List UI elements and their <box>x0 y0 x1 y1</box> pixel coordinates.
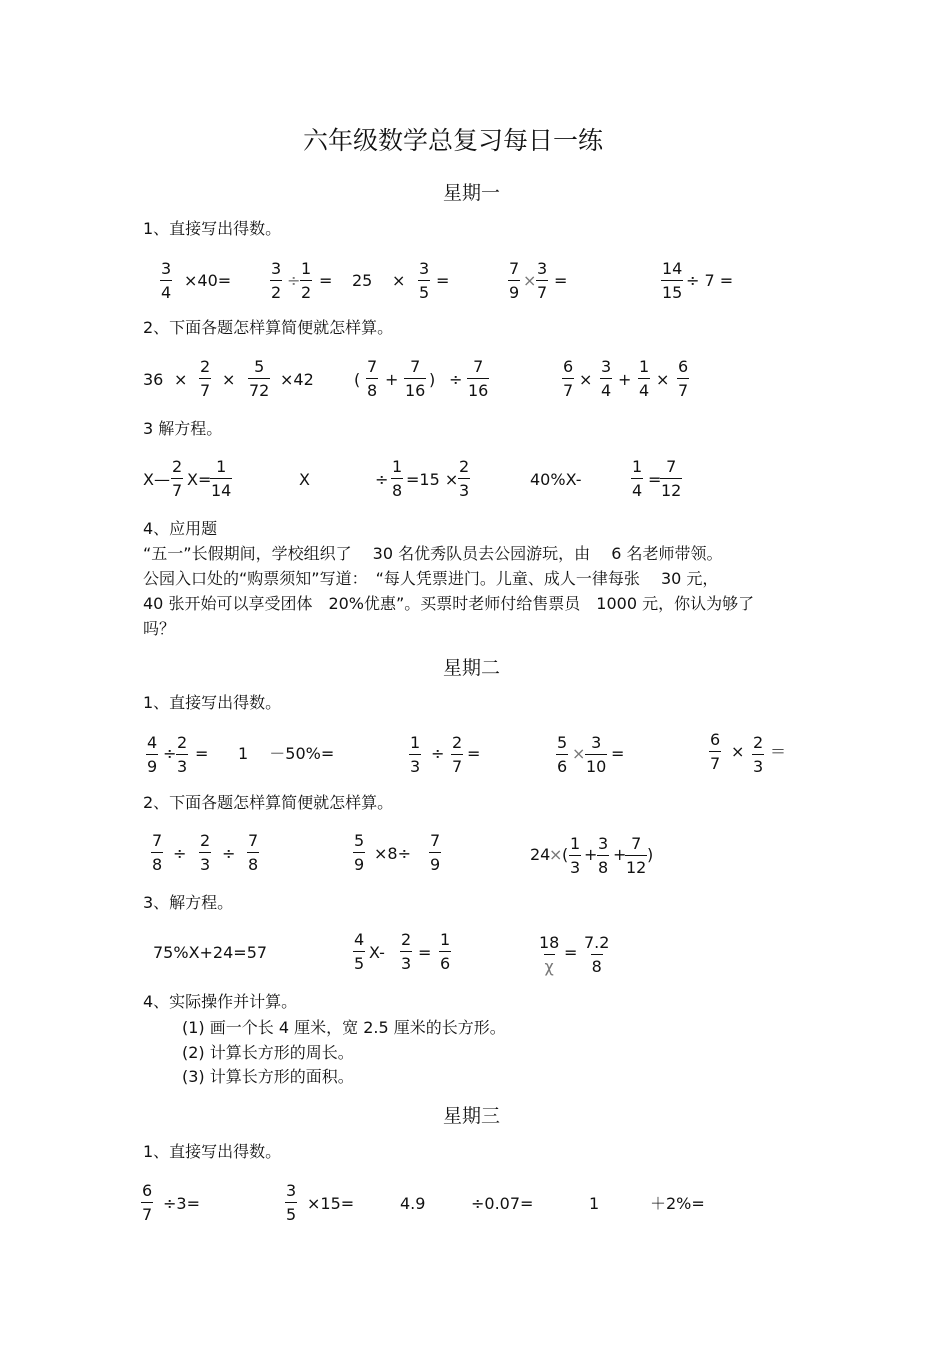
paren-right: ) <box>429 370 436 389</box>
fraction: 5 6 <box>557 733 568 776</box>
fraction: 1 14 <box>211 457 232 500</box>
paren-right: ) <box>647 845 654 864</box>
operator-text: ×15= <box>307 1194 355 1213</box>
operator-plus: + <box>613 845 627 864</box>
operator-divide: ÷ <box>222 844 236 863</box>
number: 36 <box>143 370 164 389</box>
number: 24 <box>530 845 551 864</box>
section-label: 1、直接写出得数。 <box>143 1142 282 1161</box>
fraction: 1 3 <box>410 733 421 776</box>
fraction: 1 4 <box>639 357 650 400</box>
task-item: (3) 计算长方形的面积。 <box>182 1067 354 1086</box>
operator-text: ×8÷ <box>374 844 411 863</box>
fraction: 1 6 <box>440 930 451 973</box>
fraction: 3 8 <box>598 834 609 877</box>
operator-text: ＋2%= <box>650 1194 705 1213</box>
problem-line: 吗？ <box>143 619 176 638</box>
operator-plus: + <box>385 370 399 389</box>
operator-equals: = <box>554 271 568 290</box>
fraction: 1 4 <box>632 457 643 500</box>
operator-equals: = <box>436 271 450 290</box>
equation-text: X= <box>187 470 212 489</box>
fraction: 3 5 <box>286 1181 297 1224</box>
fraction: 7 12 <box>626 834 647 877</box>
section-label: 3 解方程。 <box>143 419 223 438</box>
fraction: 3 4 <box>601 357 612 400</box>
operator-plus: + <box>618 370 632 389</box>
equation-text: X- <box>369 943 385 962</box>
fraction: 7 9 <box>509 259 520 302</box>
fraction: 2 7 <box>452 733 463 776</box>
operator-equals: = <box>195 744 209 763</box>
operator-divide: ÷ <box>375 470 389 489</box>
operator-times: × <box>222 370 236 389</box>
fraction: 2 3 <box>200 831 211 874</box>
fraction: 14 15 <box>662 259 683 302</box>
fraction: 3 4 <box>161 259 172 302</box>
fraction: 1 2 <box>301 259 312 302</box>
fraction: 6 7 <box>678 357 689 400</box>
paren-left: ( <box>354 370 361 389</box>
section-label: 4、实际操作并计算。 <box>143 992 298 1011</box>
fraction: 7 8 <box>152 831 163 874</box>
equation-text: 75%X+24=57 <box>153 943 268 962</box>
operator-plus: + <box>584 845 598 864</box>
fraction: 6 7 <box>710 730 721 773</box>
operator-text: ×40= <box>184 271 232 290</box>
paren-left: ( <box>562 845 569 864</box>
fraction: 2 7 <box>172 457 183 500</box>
day-heading-tuesday: 星期二 <box>443 657 501 679</box>
day-heading-wednesday: 星期三 <box>443 1105 501 1127</box>
expression-text: 1 －50%= <box>238 744 335 763</box>
operator-times: × <box>572 744 586 763</box>
operator-times: × <box>523 271 537 290</box>
fraction: 4 9 <box>147 733 158 776</box>
operator-text: ÷3= <box>163 1194 200 1213</box>
number: 1 <box>589 1194 600 1213</box>
operator-text: ÷ 7 = <box>686 271 734 290</box>
page-title: 六年级数学总复习每日一练 <box>303 126 604 155</box>
fraction: 7 8 <box>367 357 378 400</box>
fraction: 18 χ <box>539 933 560 976</box>
operator-times: × <box>174 370 188 389</box>
fraction: 7 12 <box>661 457 682 500</box>
problem-line: 公园入口处的“购票须知”写道： “每人凭票进门。儿童、成人一律每张 30 元， <box>143 569 719 588</box>
fraction: 7 8 <box>248 831 259 874</box>
section-label: 2、下面各题怎样算简便就怎样算。 <box>143 793 394 812</box>
operator-divide: ÷ <box>431 744 445 763</box>
fraction: 4 5 <box>354 930 365 973</box>
fraction: 2 3 <box>401 930 412 973</box>
fraction: 3 5 <box>419 259 430 302</box>
operator-equals: ＝ <box>770 742 787 761</box>
fraction: 7.2 8 <box>584 933 610 976</box>
operator-text: ÷0.07= <box>471 1194 534 1213</box>
section-label: 1、直接写出得数。 <box>143 693 282 712</box>
section-label: 2、下面各题怎样算简便就怎样算。 <box>143 318 394 337</box>
fraction: 6 7 <box>142 1181 153 1224</box>
fraction: 1 3 <box>570 834 581 877</box>
fraction: 1 8 <box>392 457 403 500</box>
problem-line: “五一”长假期间，学校组织了 30 名优秀队员去公园游玩，由 6 名老师带领。 <box>143 544 723 563</box>
operator-divide: ÷ <box>449 370 463 389</box>
operator-equals: = <box>319 271 333 290</box>
fraction: 3 7 <box>537 259 548 302</box>
operator-times: × <box>549 845 563 864</box>
word-problem <box>143 541 813 641</box>
fraction: 2 3 <box>459 457 470 500</box>
operator-times: × <box>656 370 670 389</box>
operator-times: × <box>392 271 406 290</box>
task-item: (2) 计算长方形的周长。 <box>182 1043 354 1062</box>
section-label: 4、应用题 <box>143 519 218 538</box>
fraction: 3 10 <box>586 733 607 776</box>
operator-text: ×42 <box>280 370 314 389</box>
operator-equals: = <box>611 744 625 763</box>
operator-equals: = <box>467 744 481 763</box>
number: 25 <box>352 271 373 290</box>
fraction: 7 9 <box>430 831 441 874</box>
fraction: 7 16 <box>468 357 489 400</box>
fraction: 6 7 <box>563 357 574 400</box>
fraction: 5 9 <box>354 831 365 874</box>
operator-divide: ÷ <box>163 744 177 763</box>
problem-line: 40 张开始可以享受团体 20%优惠”。买票时老师付给售票员 1000 元，你认为够了 <box>143 594 755 613</box>
operator-times: × <box>579 370 593 389</box>
operator-equals: = <box>418 943 432 962</box>
day-heading-monday: 星期一 <box>443 182 501 204</box>
section-label: 3、解方程。 <box>143 893 234 912</box>
equation-text: =15 × <box>406 470 459 489</box>
fraction: 2 3 <box>177 733 188 776</box>
operator-equals: = <box>648 470 662 489</box>
operator-divide: ÷ <box>173 844 187 863</box>
equation-text: 40%X- <box>530 470 582 489</box>
operator-divide: ÷ <box>287 271 301 290</box>
fraction: 5 72 <box>249 357 270 400</box>
operator-times: × <box>731 742 745 761</box>
number: 4.9 <box>400 1194 426 1213</box>
task-item: (1) 画一个长 4 厘米，宽 2.5 厘米的长方形。 <box>182 1018 506 1037</box>
variable: X <box>299 470 310 489</box>
fraction: 2 7 <box>200 357 211 400</box>
fraction: 7 16 <box>405 357 426 400</box>
fraction: 2 3 <box>753 733 764 776</box>
section-label: 1、直接写出得数。 <box>143 219 282 238</box>
equation-text: X— <box>143 470 170 489</box>
operator-equals: = <box>564 943 578 962</box>
fraction: 3 2 <box>271 259 282 302</box>
